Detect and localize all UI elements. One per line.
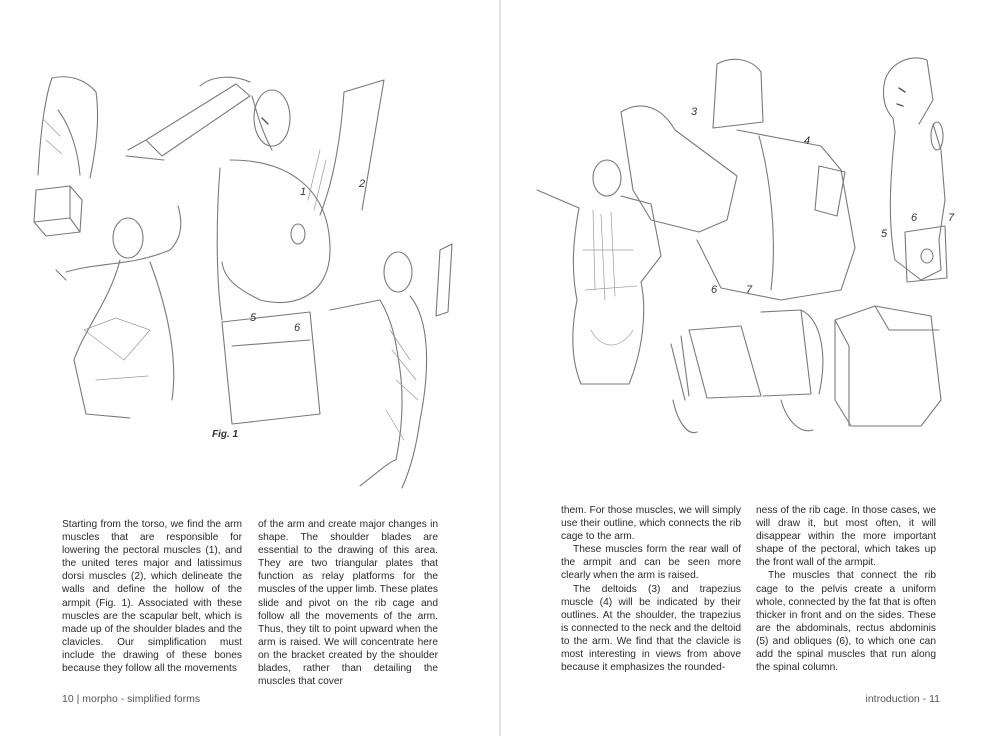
- label-1: 1: [300, 186, 307, 198]
- right-figure-sketches: [501, 0, 1000, 500]
- paragraph: of the arm and create major changes in shape. The shoulder blades are essential to the drawing of this area. They are two triangular plates that function as relay platforms for the muscles of the upper limb. These plates slide and pivot on the rib cage and follow all the movements of the arm. Thus, they tilt to point upward when the arm is raised. We will concentrate here on the bracket created by the shoulder blades, rather than detailing the muscles that cover: [258, 519, 438, 688]
- right-footer: introduction - 11: [865, 693, 940, 705]
- label-4: 4: [804, 135, 811, 147]
- right-page: [501, 0, 1000, 736]
- paragraph: The muscles that connect the rib cage to the pelvis create a uniform whole, connected by the fat that is often thicker in front and on the sides. These are the abdominals, rectus abdominis (5) and obliques (6), to which one can add the spinal muscles that run along the spinal column.: [756, 570, 936, 674]
- left-column-2: [258, 518, 438, 688]
- paragraph: ness of the rib cage. In those cases, we will draw it, but most often, it will disappear within the more important shape of the pectoral, which takes up the front wall of the armpit.: [756, 505, 936, 569]
- label-2: 2: [359, 178, 366, 190]
- label-7-side: 7: [948, 212, 955, 224]
- label-6: 6: [294, 322, 301, 334]
- paragraph: them. For those muscles, we will simply use their outline, which connects the rib cage to the arm.: [561, 505, 741, 543]
- left-footer: 10 | morpho - simplified forms: [62, 693, 201, 705]
- right-column-1: [561, 504, 741, 674]
- right-column-2: [756, 504, 936, 674]
- label-3: 3: [691, 106, 698, 118]
- label-6: 6: [711, 284, 718, 296]
- left-column-1: [62, 518, 242, 675]
- label-5-side: 5: [881, 228, 888, 240]
- label-6-side: 6: [911, 212, 918, 224]
- label-5: 5: [250, 312, 257, 324]
- left-page: [0, 0, 499, 736]
- paragraph: Starting from the torso, we find the arm muscles that are responsible for lowering the pectoral muscles (1), and the united teres major and latissimus dorsi muscles (2), which delineate the walls and define the hollow of the armpit (Fig. 1). Associated with these muscles are the scapular belt, which is made up of the shoulder blades and the clavicles. Our simplification must include the drawing of these bones because they follow all the movements: [62, 519, 242, 675]
- label-7: 7: [746, 284, 753, 296]
- paragraph: These muscles form the rear wall of the armpit and can be seen more clearly when the arm is raised.: [561, 544, 741, 582]
- paragraph: The deltoids (3) and trapezius muscle (4) will be indicated by their outlines. At the shoulder, the trapezius is connected to the neck and the deltoid to the arm. We find that the clavicle is most interesting in views from above because it emphasizes the rounded-: [561, 583, 741, 674]
- left-figure-sketches: [0, 0, 499, 500]
- figure-label: Fig. 1: [212, 429, 239, 440]
